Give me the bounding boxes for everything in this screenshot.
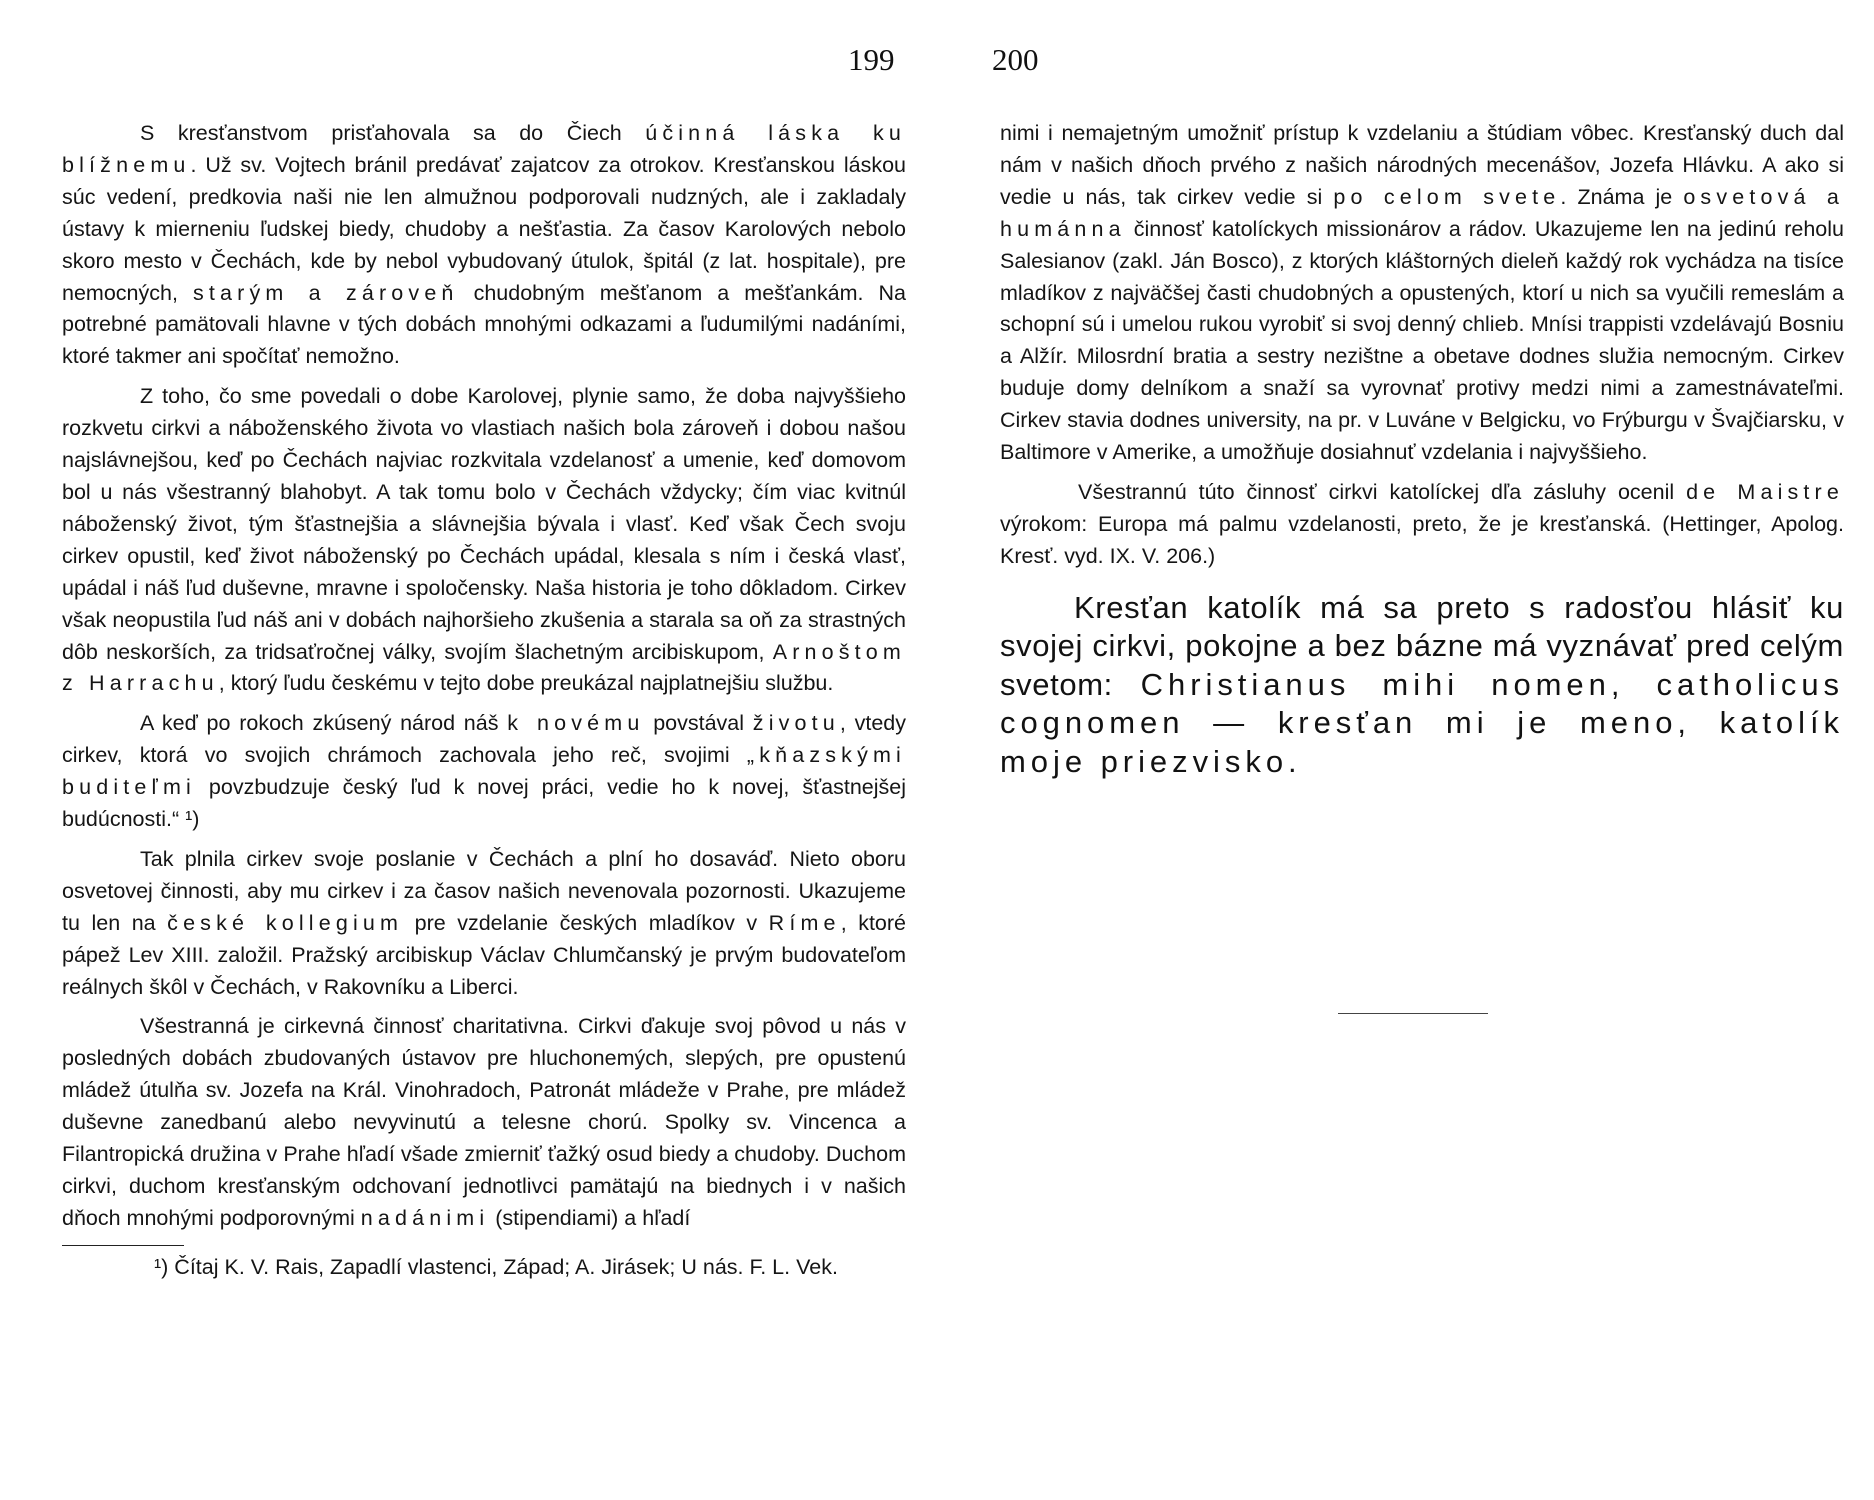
- spaced-emphasis: nadánimi: [360, 1205, 490, 1230]
- footnote: ¹) Čítaj K. V. Rais, Zapadlí vlastenci, Západ; A. Jirásek; U nás. F. L. Vek.: [154, 1254, 838, 1279]
- footnote-reference: ¹): [185, 807, 200, 832]
- page-number-left: 199: [848, 42, 895, 77]
- spaced-emphasis: životu: [752, 711, 840, 736]
- paragraph: S kresťanstvom prisťahovala sa do Čiech účinná láska ku blížnemu. Už sv. Vojtech bránil predávať zajatcov za otrokov. Kresťanskou láskou súc vedení, predkovia naši nie len almužnou podporovali nudzných, ale i zakladaly ústavy k mierneniu ľudskej biedy, chudoby a nešťastia. Za časov Karolových nebolo skoro mesto v Čechách, kde by nebol vybudovaný útulok, špitál (z lat. hospitale), pre nemocných, starým a zároveň chudobným mešťanom a mešťankám. Na potrebné pamätovali hlavne v tých dobách mnohými odkazami a ľudumilými nadáními, ktoré takmer ani spočítať nemožno.: [62, 121, 907, 369]
- spaced-emphasis: k novému: [507, 711, 645, 736]
- end-divider: [1338, 1013, 1488, 1014]
- left-page: [62, 118, 906, 1284]
- spaced-emphasis: „kňazskými buditeľmi: [62, 743, 906, 800]
- right-page: [1000, 118, 1844, 781]
- spaced-emphasis: Ríme: [768, 910, 841, 935]
- spaced-emphasis: české kollegium: [167, 910, 404, 935]
- paragraph: A keď po rokoch zkúsený národ náš k novému povstával životu, vtedy cirkev, ktorá vo svojich chrámoch zachovala jeho reč, svojimi „kňazskými buditeľmi povzbudzuje český ľud k novej práci, vedie ho k novej, šťastnejšej budúcnosti.“ ¹): [62, 711, 907, 832]
- spaced-emphasis: Arnoštom z Harrachu: [62, 639, 906, 696]
- spaced-emphasis: účinná láska ku blížnemu: [62, 121, 906, 177]
- closing-statement: Kresťan katolík má sa preto s radosťou hlásiť ku svojej cirkvi, pokojne a bez bázne má vyznávať pred celým svetom: Christianus mihi nomen, catholicus cognomen — kresťan mi je meno, katolík moje priezvisko.: [1000, 589, 1844, 779]
- paragraph: Z toho, čo sme povedali o dobe Karolovej, plynie samo, že doba najvyššieho rozkvetu cirkvi a náboženského života vo vlastiach našich bola zároveň i dobou našou najslávnejšou, keď po Čechách najviac rozkvitala vzdelanosť a umenie, keď domovom bol u nás všestranný blahobyt. A tak tomu bolo v Čechách vždycky; čím viac kvitnúl náboženský život, tým šťastnejšia a slávnejšia bývala i vlasť. Keď však Čech svoju cirkev opustil, keď život náboženský po Čechách upádal, klesala s ním i česká vlasť, upádal i náš ľud duševne, mravne i spoločensky. Naša historia je toho dôkladom. Cirkev však neopustila ľud náš ani v dobách najhoršieho zkušenia a starala sa oň za strastných dôb neskorších, za tridsaťročnej války, svojím šlachetným arcibiskupom, Arnoštom z Harrachu, ktorý ľudu českému v tejto dobe preukázal najplatnejšiu službu.: [62, 384, 906, 696]
- paragraph: Všestrannú túto činnosť cirkvi katolíckej dľa zásluhy ocenil de Maistre výrokom: Europa má palmu vzdelanosti, preto, že je kresťanská. (Hettinger, Apolog. Kresť. vyd. IX. V. 206.): [1000, 479, 1844, 568]
- spaced-emphasis: Christianus mihi nomen, catholicus cognomen — kresťan mi je meno, katolík moje priezvisko: [1000, 666, 1844, 779]
- paragraph: nimi i nemajetným umožniť prístup k vzdelaniu a štúdiam vôbec. Kresťanský duch dal nám v našich dňoch prvého z našich národných mecenášov, Jozefa Hlávku. A ako si vedie u nás, tak cirkev vedie si po celom svete. Známa je osvetová a humánna činnosť katolíckych missionárov a rádov. Ukazujeme len na jedinú reholu Salesianov (zakl. Ján Bosco), z ktorých kláštorných dieleň každý rok vychádza na tisíce mladíkov z najväčšej časti chudobných a opustených, ktorí u nich sa vyučili remeslám a schopní sú i umelou rukou vyrobiť si svoj denný chlieb. Mnísi trappisti vzdelávajú Bosniu a Alžír. Milosrdní bratia a sestry nezištne a obetave dodnes služia nemocným. Cirkev buduje domy delníkom a snaží sa vyrovnať protivy medzi nimi a zamestnávateľmi. Cirkev stavia dodnes university, na pr. v Luváne v Belgicku, vo Frýburgu v Švajčiarsku, v Baltimore v Amerike, a umožňuje dosiahnuť vzdelania i najvyššieho.: [1000, 121, 1845, 465]
- footnote-divider: [62, 1245, 184, 1246]
- paragraph: Všestranná je cirkevná činnosť charitativna. Cirkvi ďakuje svoj pôvod u nás v posledných dobách zbudovaných ústavov pre hluchonemých, slepých, pre opustenú mládež útulňa sv. Jozefa na Král. Vinohradoch, Patronát mládeže v Prahe, pre mládež duševne zanedbanú alebo nevyvinutú a telesne chorú. Spolky sv. Vincenca a Filantropická družina v Prahe hľadí všade zmierniť ťažký osud biedy a chudoby. Duchom cirkvi, duchom kresťanským odchovaní jednotlivci pamätajú na biednych i v našich dňoch mnohými podporovnými nadánimi (stipendiami) a hľadí: [62, 1014, 906, 1230]
- spaced-emphasis: starým a zároveň: [192, 280, 459, 305]
- page-number-right: 200: [992, 42, 1039, 77]
- spaced-emphasis: po celom svete: [1333, 184, 1561, 209]
- footnote-mark: ¹): [154, 1254, 169, 1279]
- spaced-emphasis: osvetová a humánna: [1000, 184, 1845, 241]
- paragraph: Tak plnila cirkev svoje poslanie v Čechách a plní ho dosaváď. Nieto oboru osvetovej činnosti, aby mu cirkev i za časov našich nevenovala pozornosti. Ukazujeme tu len na české kollegium pre vzdelanie českých mladíkov v Ríme, ktoré pápež Lev XIII. založil. Pražský arcibiskup Václav Chlumčanský je prvým budovateľom reálnych škôl v Čechách, v Rakovníku a Liberci.: [62, 846, 906, 999]
- spaced-emphasis: de Maistre: [1686, 479, 1844, 504]
